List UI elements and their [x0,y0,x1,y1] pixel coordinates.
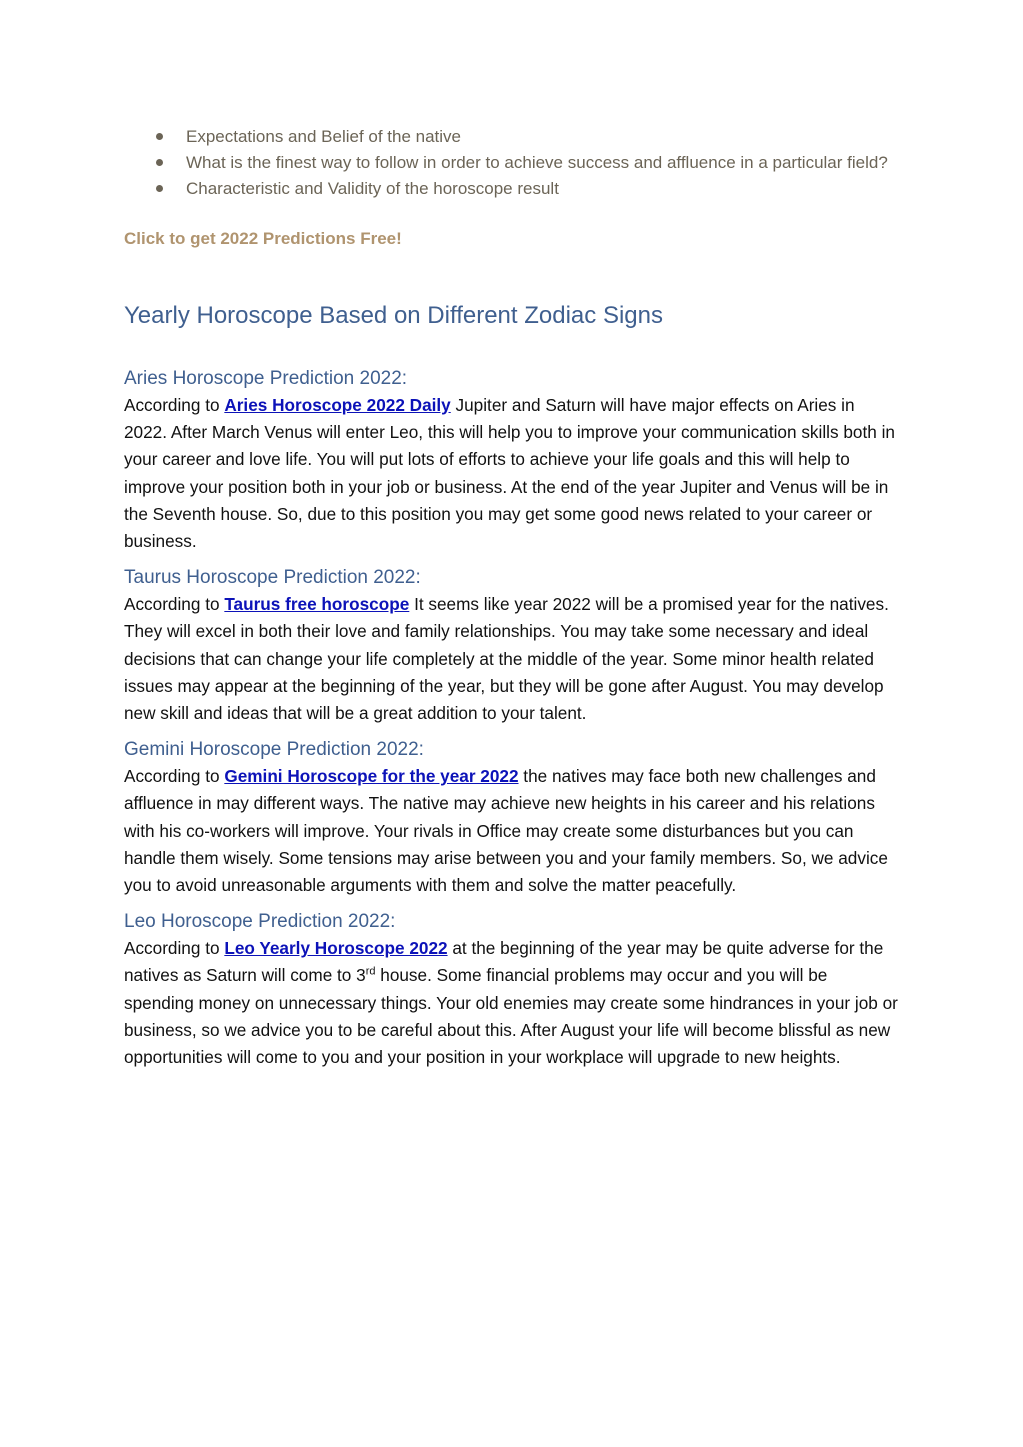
section-title-gemini: Gemini Horoscope Prediction 2022: [124,739,424,761]
bullet-list [124,124,900,202]
page-heading: Yearly Horoscope Based on Different Zodiac Signs [124,302,663,329]
bullet-icon [156,185,163,192]
taurus-horoscope-link[interactable]: Taurus free horoscope [224,594,410,615]
section-body-aries: According to Aries Horoscope 2022 Daily Jupiter and Saturn will have major effects on Aries in 2022. After March Venus will enter Leo, this will help you to improve your communication skills both in your career and love life. You will put lots of efforts to achieve your life goals and this will help to improve your position both in your job or business. At the end of the year Jupiter and Venus will be in the Seventh house. So, due to this position you may get some good news related to your career or business. [124,395,895,552]
gemini-horoscope-link[interactable]: Gemini Horoscope for the year 2022 [224,766,519,787]
predictions-cta-link[interactable]: Click to get 2022 Predictions Free! [124,229,402,248]
list-item [124,124,900,150]
section-title-taurus: Taurus Horoscope Prediction 2022: [124,567,421,589]
list-item-text: Expectations and Belief of the native [186,127,462,146]
section-body-taurus: According to Taurus free horoscope It seems like year 2022 will be a promised year for the natives. They will excel in both their love and family relationships. You may take some necessary and ideal decisions that can change your life completely at the middle of the year. Some minor health related issues may appear at the beginning of the year, but they will be gone after August. You may develop new skill and ideas that will be a great addition to your talent. [124,594,889,724]
list-item-text: Characteristic and Validity of the horoscope result [186,179,559,198]
aries-horoscope-link[interactable]: Aries Horoscope 2022 Daily [224,395,451,415]
list-item-text: What is the finest way to follow in order to achieve success and affluence in a particular field? [186,153,888,172]
list-item [124,150,900,176]
section-title-aries: Aries Horoscope Prediction 2022: [124,368,408,389]
list-item [124,176,900,202]
bullet-icon [156,133,163,140]
section-body-leo: According to Leo Yearly Horoscope 2022 at the beginning of the year may be quite adverse for the natives as Saturn will come to 3rd house. Some financial problems may occur and you will be spending money on unnecessary things. Your old enemies may create some hindrances in your job or business, so we advice you to be careful about this. After August your life will become blissful as new opportunities will come to you and your position in your workplace will upgrade to new heights. [124,938,898,1068]
ordinal-suffix: rd [365,965,376,978]
leo-horoscope-link[interactable]: Leo Yearly Horoscope 2022 [224,938,448,959]
section-body-gemini: According to Gemini Horoscope for the year 2022 the natives may face both new challenges and affluence in may different ways. The native may achieve new heights in his career and his relations with his co-workers will improve. Your rivals in Office may create some disturbances but you can handle them wisely. Some tensions may arise between you and your family members. So, we advice you to avoid unreasonable arguments with them and solve the matter peacefully. [124,766,888,896]
bullet-icon [156,159,163,166]
section-title-leo: Leo Horoscope Prediction 2022: [124,911,396,933]
document-page [124,124,900,1071]
